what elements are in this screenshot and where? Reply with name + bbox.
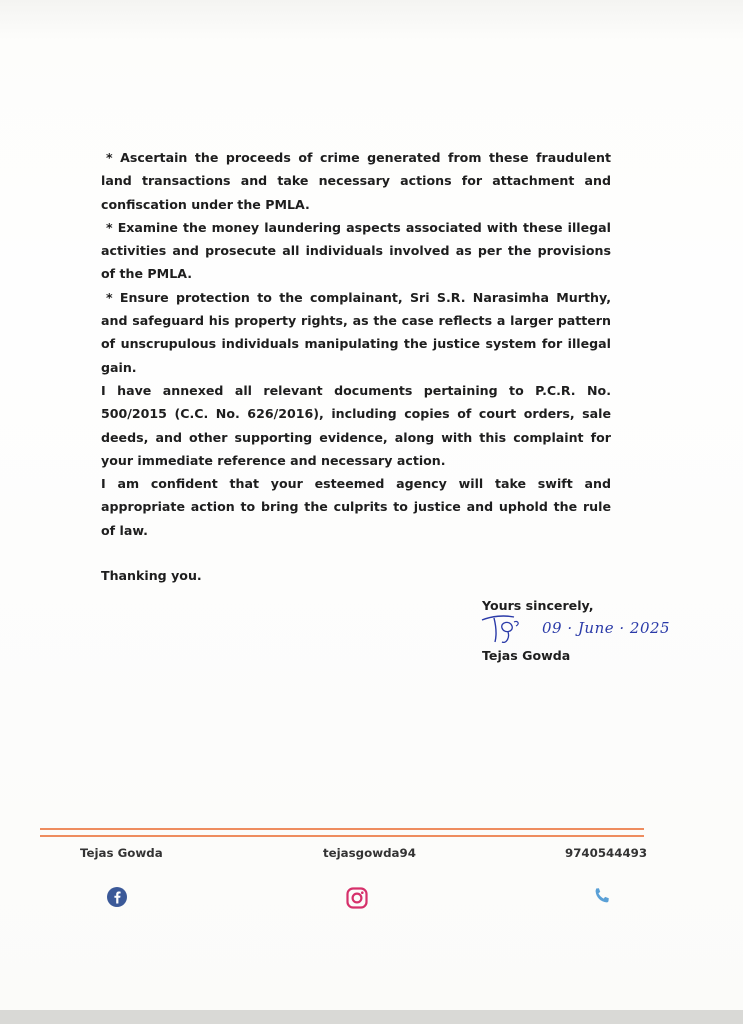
paragraph-confidence: I am confident that your esteemed agency will take swift and appropriate action to bring the culprits to justice and uphold the rule of law. [101,476,611,538]
footer-name: Tejas Gowda [80,846,163,860]
footer-rule-top [40,828,644,830]
footer-rule-bottom [40,835,644,837]
paragraph-proceeds-of-crime: * Ascertain the proceeds of crime generated from these fraudulent land transactions and take necessary actions for attachment and confiscation under the PMLA. [101,150,611,212]
closing-salutation: Yours sincerely, [482,598,594,613]
handwritten-signature-mark [478,610,538,646]
scan-bottom-edge [0,1010,743,1024]
thanking-line: Thanking you. [101,568,202,583]
paragraph-annexed-documents: I have annexed all relevant documents pertaining to P.C.R. No. 500/2015 (C.C. No. 626/2016), including copies of court orders, sale deeds, and other supporting evidence, along with this complaint for your immediate reference and necessary action. [101,382,611,468]
phone-icon [592,886,612,906]
handwritten-date: 09 · June · 2025 [542,619,671,637]
facebook-icon [106,886,128,908]
letter-body [101,146,611,542]
footer-instagram-handle: tejasgowda94 [323,846,416,860]
footer-phone-number: 9740544493 [565,846,648,860]
paragraph-money-laundering: * Examine the money laundering aspects associated with these illegal activities and prosecute all individuals involved as per the provisions of the PMLA. [101,219,611,282]
signatory-name: Tejas Gowda [482,648,571,663]
signature-line [482,616,671,646]
instagram-icon [345,886,369,910]
paragraph-complainant-protection: * Ensure protection to the complainant, Sri S.R. Narasimha Murthy, and safeguard his property rights, as the case reflects a larger pattern of unscrupulous individuals manipulating the justice system for illegal gain. [101,289,611,375]
closing-block [482,596,671,666]
